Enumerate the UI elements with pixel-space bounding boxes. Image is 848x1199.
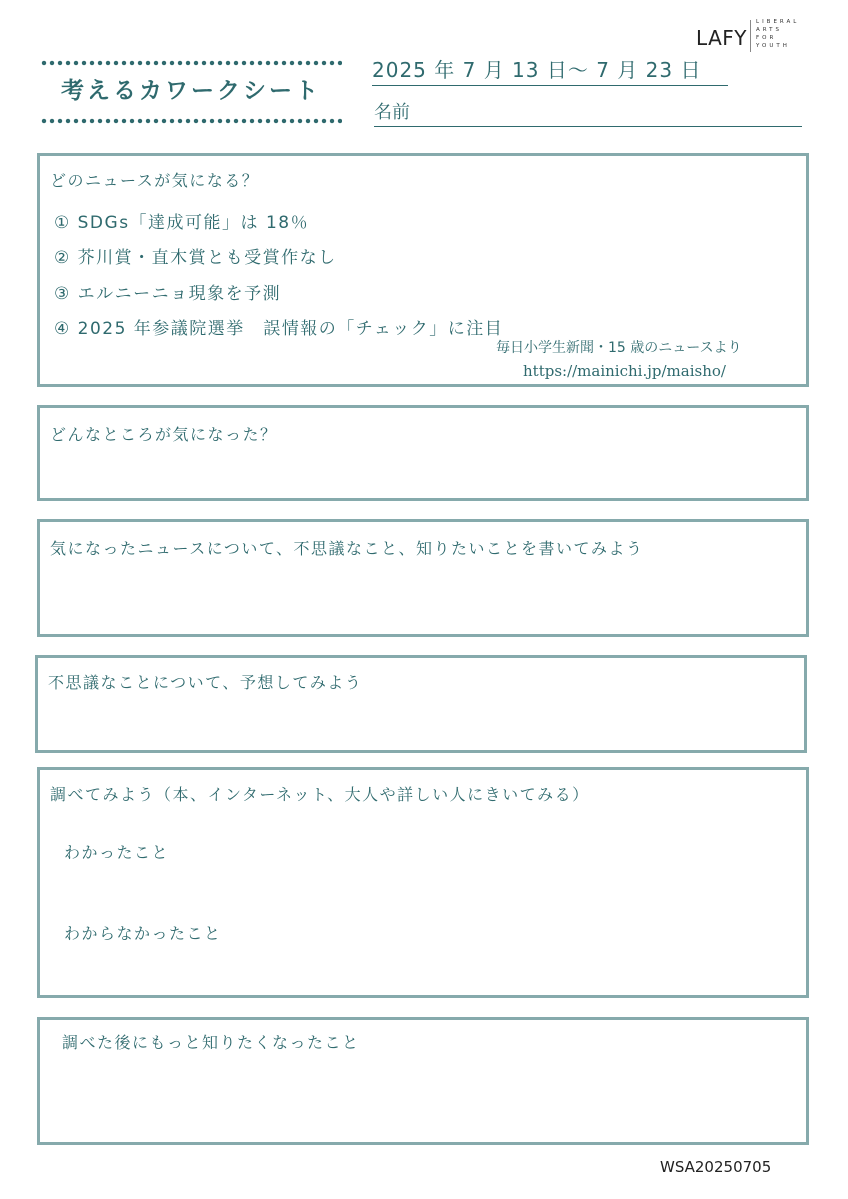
news-item[interactable]: ① SDGs「達成可能」は 18％ (54, 213, 310, 233)
name-field[interactable] (374, 98, 802, 127)
not-found-label: わからなかったこと (64, 924, 222, 943)
concern-box[interactable] (37, 405, 809, 501)
name-label: 名前 (374, 102, 410, 123)
found-label: わかったこと (64, 843, 170, 862)
date-range: 2025 年 7 月 13 日～ 7 月 23 日 (372, 54, 728, 86)
news-item[interactable]: ② 芥川賞・直木賞とも受賞作なし (54, 248, 337, 268)
wonder-box[interactable] (37, 519, 809, 637)
logo-divider (750, 20, 751, 52)
concern-label: どんなところが気になった？ (50, 425, 278, 444)
news-box (37, 153, 809, 387)
predict-box[interactable] (35, 655, 807, 753)
research-label: 調べてみよう（本、インターネット、大人や詳しい人にきいてみる） (50, 785, 590, 804)
worksheet-code: WSA20250705 (660, 1158, 772, 1176)
news-source: 毎日小学生新聞・15 歳のニュースより (496, 340, 742, 356)
news-item[interactable]: ③ エルニーニョ現象を予測 (54, 284, 282, 304)
news-item[interactable]: ④ 2025 年参議院選挙 誤情報の「チェック」に注目 (54, 319, 504, 339)
title-dots-bottom (40, 118, 342, 124)
logo-main-text: LAFY (696, 26, 748, 50)
predict-label: 不思議なことについて、予想してみよう (48, 673, 363, 692)
news-question: どのニュースが気になる？ (50, 171, 260, 190)
worksheet-title: 考えるカワークシート (61, 78, 321, 104)
more-box[interactable] (37, 1017, 809, 1145)
logo-subtext: LIBERAL ARTS FOR YOUTH (756, 19, 800, 49)
research-box[interactable] (37, 767, 809, 998)
wonder-label: 気になったニュースについて、不思議なこと、知りたいことを書いてみよう (50, 539, 644, 558)
more-label: 調べた後にもっと知りたくなったこと (62, 1033, 360, 1052)
title-dots-top (40, 60, 342, 66)
news-url[interactable]: https://mainichi.jp/maisho/ (523, 362, 726, 380)
